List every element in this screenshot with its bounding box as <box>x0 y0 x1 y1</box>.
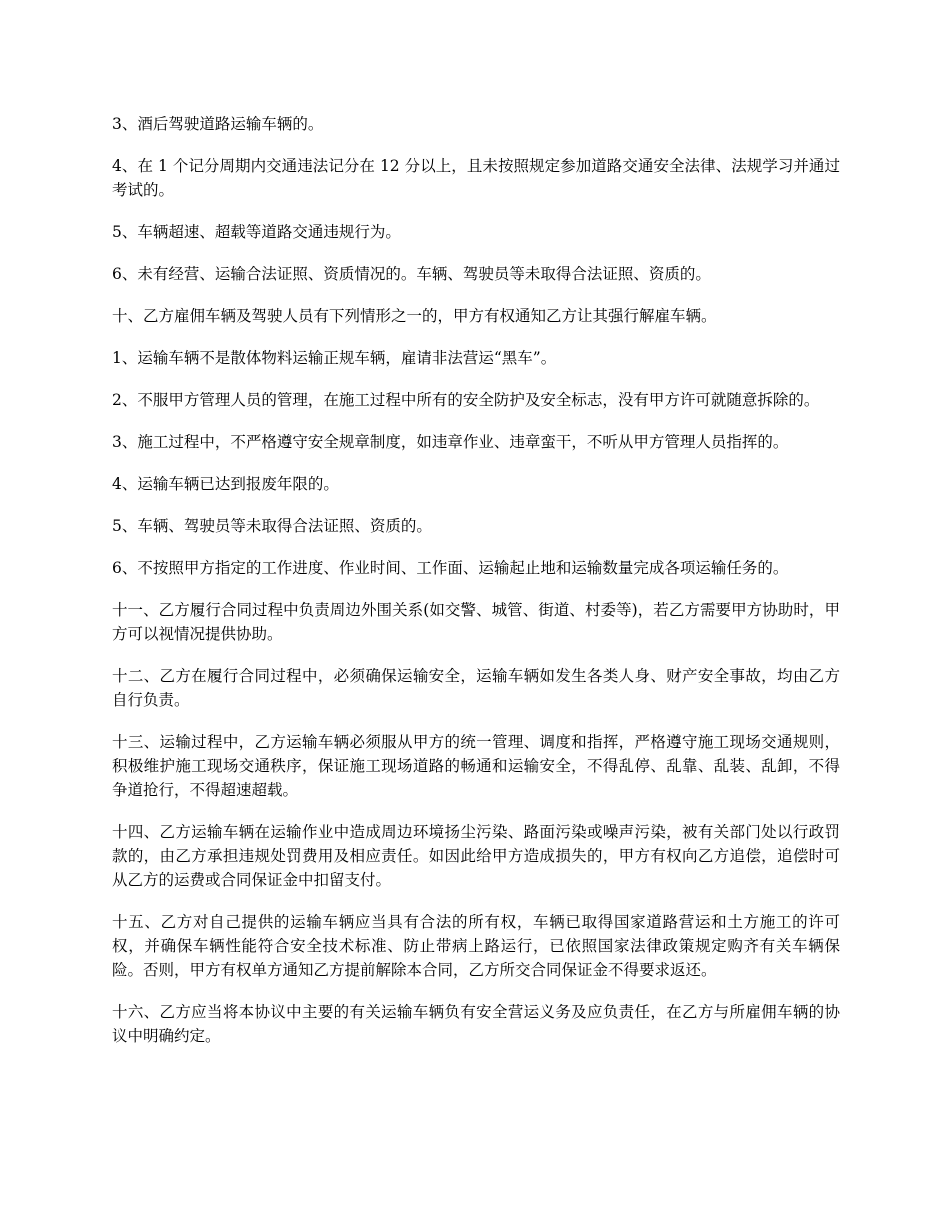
paragraph-clause-10-item-3: 3、施工过程中，不严格遵守安全规章制度，如违章作业、违章蛮干，不听从甲方管理人员指挥的。 <box>112 433 789 451</box>
paragraph-clause-15: 十五、乙方对自己提供的运输车辆应当具有合法的所有权，车辆已取得国家道路营运和土方施工的许可权，并确保车辆性能符合安全技术标准、防止带病上路运行，已依照国家法律政策规定购齐有关车辆保险。否则，甲方有权单方通知乙方提前解除本合同，乙方所交合同保证金不得要求返还。 <box>112 913 840 979</box>
paragraph-clause-14: 十四、乙方运输车辆在运输作业中造成周边环境扬尘污染、路面污染或噪声污染，被有关部门处以行政罚款的，由乙方承担违规处罚费用及相应责任。如因此给甲方造成损失的，甲方有权向乙方追偿，追偿时可从乙方的运费或合同保证金中扣留支付。 <box>112 823 840 889</box>
paragraph-clause-10-item-5: 5、车辆、驾驶员等未取得合法证照、资质的。 <box>112 517 432 535</box>
paragraph-clause-13: 十三、运输过程中，乙方运输车辆必须服从甲方的统一管理、调度和指挥，严格遵守施工现场交通规则，积极维护施工现场交通秩序，保证施工现场道路的畅通和运输安全，不得乱停、乱靠、乱装、乱卸，不得争道抢行，不得超速超载。 <box>112 733 840 799</box>
paragraph-clause-10: 十、乙方雇佣车辆及驾驶人员有下列情形之一的，甲方有权通知乙方让其强行解雇车辆。 <box>112 307 717 325</box>
paragraph-item-6-licenses: 6、未有经营、运输合法证照、资质情况的。车辆、驾驶员等未取得合法证照、资质的。 <box>112 265 711 283</box>
paragraph-item-4-penalty-points: 4、在 1 个记分周期内交通违法记分在 12 分以上，且未按照规定参加道路交通安全法律、法规学习并通过考试的。 <box>112 157 840 199</box>
paragraph-clause-16: 十六、乙方应当将本协议中主要的有关运输车辆负有安全营运义务及应负责任，在乙方与所雇佣车辆的协议中明确约定。 <box>112 1003 840 1045</box>
paragraph-clause-12: 十二、乙方在履行合同过程中，必须确保运输安全，运输车辆如发生各类人身、财产安全事故，均由乙方自行负责。 <box>112 667 840 709</box>
paragraph-clause-10-item-2: 2、不服甲方管理人员的管理，在施工过程中所有的安全防护及安全标志，没有甲方许可就随意拆除的。 <box>112 391 820 409</box>
paragraph-item-3-drunk-driving: 3、酒后驾驶道路运输车辆的。 <box>112 115 324 133</box>
paragraph-clause-10-item-1: 1、运输车辆不是散体物料运输正规车辆，雇请非法营运“黑车”。 <box>112 349 557 367</box>
paragraph-clause-10-item-6: 6、不按照甲方指定的工作进度、作业时间、工作面、运输起止地和运输数量完成各项运输任务的。 <box>112 559 789 577</box>
document-page <box>112 112 840 1066</box>
paragraph-clause-10-item-4: 4、运输车辆已达到报废年限的。 <box>112 475 339 493</box>
paragraph-item-5-speeding: 5、车辆超速、超载等道路交通违规行为。 <box>112 223 401 241</box>
paragraph-clause-11: 十一、乙方履行合同过程中负责周边外围关系(如交警、城管、街道、村委等)，若乙方需要甲方协助时，甲方可以视情况提供协助。 <box>112 601 840 643</box>
